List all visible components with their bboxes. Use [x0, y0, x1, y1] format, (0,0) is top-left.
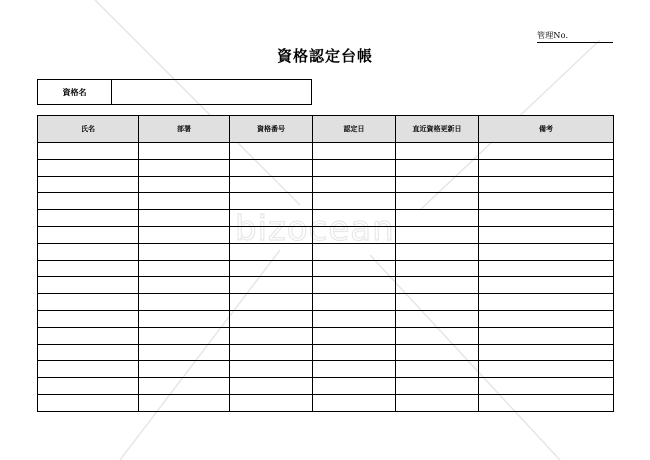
certification-date-cell[interactable]	[313, 344, 396, 361]
certification-date-cell[interactable]	[313, 143, 396, 160]
qualification-name-box	[37, 79, 312, 105]
department-cell[interactable]	[139, 243, 230, 260]
table-row	[38, 243, 614, 260]
qualification-number-cell[interactable]	[230, 310, 313, 327]
qualification-number-cell[interactable]	[230, 394, 313, 411]
table-header-row	[38, 116, 614, 143]
column-header-department: 部署	[139, 116, 230, 143]
document-title: 資格認定台帳	[276, 47, 373, 65]
department-cell[interactable]	[139, 394, 230, 411]
latest-renewal-date-cell[interactable]	[396, 226, 479, 243]
table-row	[38, 143, 614, 160]
certification-date-cell[interactable]	[313, 243, 396, 260]
department-cell[interactable]	[139, 176, 230, 193]
remarks-cell[interactable]	[479, 226, 614, 243]
latest-renewal-date-cell[interactable]	[396, 159, 479, 176]
name-cell[interactable]	[38, 243, 139, 260]
name-cell[interactable]	[38, 344, 139, 361]
name-cell[interactable]	[38, 210, 139, 227]
department-cell[interactable]	[139, 143, 230, 160]
table-row	[38, 226, 614, 243]
latest-renewal-date-cell[interactable]	[396, 378, 479, 395]
department-cell[interactable]	[139, 277, 230, 294]
column-header-latest-renewal-date: 直近資格更新日	[396, 116, 479, 143]
latest-renewal-date-cell[interactable]	[396, 394, 479, 411]
qualification-number-cell[interactable]	[230, 277, 313, 294]
name-cell[interactable]	[38, 226, 139, 243]
management-no-field[interactable]: 管理No.	[537, 31, 613, 43]
certification-date-cell[interactable]	[313, 226, 396, 243]
column-header-remarks: 備考	[479, 116, 614, 143]
department-cell[interactable]	[139, 310, 230, 327]
department-cell[interactable]	[139, 226, 230, 243]
qualification-register-table	[37, 115, 614, 412]
qualification-number-cell[interactable]	[230, 378, 313, 395]
certification-date-cell[interactable]	[313, 327, 396, 344]
latest-renewal-date-cell[interactable]	[396, 143, 479, 160]
name-cell[interactable]	[38, 193, 139, 210]
latest-renewal-date-cell[interactable]	[396, 193, 479, 210]
qualification-name-label: 資格名	[38, 80, 112, 104]
name-cell[interactable]	[38, 277, 139, 294]
latest-renewal-date-cell[interactable]	[396, 327, 479, 344]
remarks-cell[interactable]	[479, 310, 614, 327]
remarks-cell[interactable]	[479, 361, 614, 378]
remarks-cell[interactable]	[479, 159, 614, 176]
qualification-number-cell[interactable]	[230, 344, 313, 361]
remarks-cell[interactable]	[479, 176, 614, 193]
department-cell[interactable]	[139, 361, 230, 378]
certification-date-cell[interactable]	[313, 260, 396, 277]
column-header-qualification-number: 資格番号	[230, 116, 313, 143]
name-cell[interactable]	[38, 310, 139, 327]
department-cell[interactable]	[139, 294, 230, 311]
table-row	[38, 277, 614, 294]
remarks-cell[interactable]	[479, 294, 614, 311]
table-body	[38, 143, 614, 412]
table-row	[38, 260, 614, 277]
certification-date-cell[interactable]	[313, 210, 396, 227]
name-cell[interactable]	[38, 143, 139, 160]
department-cell[interactable]	[139, 210, 230, 227]
qualification-number-cell[interactable]	[230, 260, 313, 277]
department-cell[interactable]	[139, 260, 230, 277]
department-cell[interactable]	[139, 193, 230, 210]
remarks-cell[interactable]	[479, 344, 614, 361]
department-cell[interactable]	[139, 344, 230, 361]
certification-date-cell[interactable]	[313, 277, 396, 294]
column-header-certification-date: 認定日	[313, 116, 396, 143]
name-cell[interactable]	[38, 361, 139, 378]
name-cell[interactable]	[38, 260, 139, 277]
remarks-cell[interactable]	[479, 143, 614, 160]
table-row	[38, 327, 614, 344]
qualification-number-cell[interactable]	[230, 226, 313, 243]
table-row	[38, 361, 614, 378]
latest-renewal-date-cell[interactable]	[396, 310, 479, 327]
table-row	[38, 210, 614, 227]
latest-renewal-date-cell[interactable]	[396, 210, 479, 227]
table-row	[38, 310, 614, 327]
latest-renewal-date-cell[interactable]	[396, 260, 479, 277]
svg-text:bizocean: bizocean	[235, 209, 395, 249]
qualification-number-cell[interactable]	[230, 159, 313, 176]
table-row	[38, 344, 614, 361]
table-row	[38, 159, 614, 176]
certification-date-cell[interactable]	[313, 394, 396, 411]
column-header-name: 氏名	[38, 116, 139, 143]
name-cell[interactable]	[38, 159, 139, 176]
latest-renewal-date-cell[interactable]	[396, 176, 479, 193]
qualification-number-cell[interactable]	[230, 193, 313, 210]
department-cell[interactable]	[139, 378, 230, 395]
remarks-cell[interactable]	[479, 210, 614, 227]
table-row	[38, 394, 614, 411]
certification-date-cell[interactable]	[313, 310, 396, 327]
remarks-cell[interactable]	[479, 277, 614, 294]
qualification-number-cell[interactable]	[230, 143, 313, 160]
latest-renewal-date-cell[interactable]	[396, 294, 479, 311]
certification-date-cell[interactable]	[313, 361, 396, 378]
qualification-number-cell[interactable]	[230, 327, 313, 344]
qualification-number-cell[interactable]	[230, 361, 313, 378]
certification-date-cell[interactable]	[313, 176, 396, 193]
qualification-number-cell[interactable]	[230, 210, 313, 227]
certification-date-cell[interactable]	[313, 294, 396, 311]
remarks-cell[interactable]	[479, 394, 614, 411]
name-cell[interactable]	[38, 327, 139, 344]
remarks-cell[interactable]	[479, 378, 614, 395]
certification-date-cell[interactable]	[313, 193, 396, 210]
qualification-name-field[interactable]	[112, 80, 311, 104]
certification-date-cell[interactable]	[313, 159, 396, 176]
latest-renewal-date-cell[interactable]	[396, 277, 479, 294]
name-cell[interactable]	[38, 394, 139, 411]
table-row	[38, 176, 614, 193]
remarks-cell[interactable]	[479, 243, 614, 260]
latest-renewal-date-cell[interactable]	[396, 344, 479, 361]
table-row	[38, 193, 614, 210]
remarks-cell[interactable]	[479, 327, 614, 344]
remarks-cell[interactable]	[479, 260, 614, 277]
table-row	[38, 294, 614, 311]
certification-date-cell[interactable]	[313, 378, 396, 395]
qualification-number-cell[interactable]	[230, 243, 313, 260]
qualification-number-cell[interactable]	[230, 294, 313, 311]
table-row	[38, 378, 614, 395]
name-cell[interactable]	[38, 176, 139, 193]
name-cell[interactable]	[38, 294, 139, 311]
name-cell[interactable]	[38, 378, 139, 395]
latest-renewal-date-cell[interactable]	[396, 361, 479, 378]
qualification-number-cell[interactable]	[230, 176, 313, 193]
department-cell[interactable]	[139, 327, 230, 344]
latest-renewal-date-cell[interactable]	[396, 243, 479, 260]
department-cell[interactable]	[139, 159, 230, 176]
remarks-cell[interactable]	[479, 193, 614, 210]
